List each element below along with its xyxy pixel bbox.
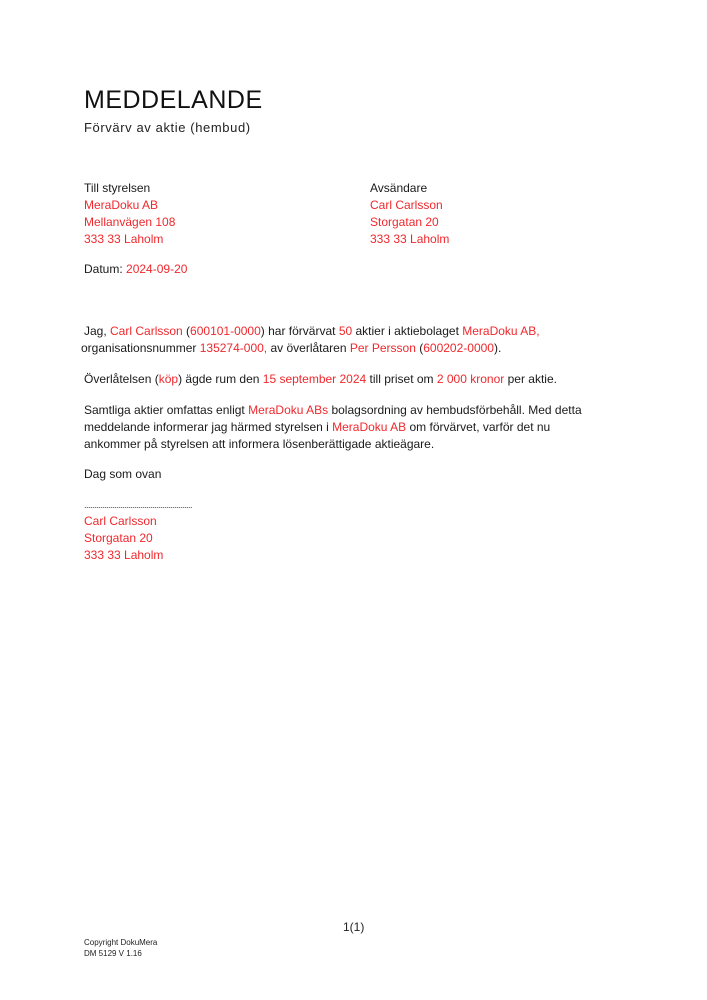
paragraph-pre-emption (84, 402, 609, 453)
text: organisationsnummer (81, 341, 200, 355)
signature-block (84, 513, 163, 564)
recipient-label: Till styrelsen (84, 181, 151, 195)
paragraph-acquisition (81, 323, 624, 357)
share-count: 50 (338, 324, 353, 338)
company-possessive: MeraDoku ABs (248, 403, 329, 417)
text: per aktie. (504, 372, 557, 386)
recipient-city: 333 33 Laholm (84, 232, 164, 246)
document-title: MEDDELANDE (84, 86, 263, 114)
org-number: 135274-000, (199, 341, 268, 355)
signature-line: ...................................................... (84, 500, 193, 510)
transfer-type: köp (158, 372, 179, 386)
buyer-id: 600101-0000 (190, 324, 261, 338)
footer (84, 937, 157, 959)
recipient-address (84, 180, 175, 248)
transfer-date: 15 september 2024 (262, 372, 367, 386)
text: ) ägde rum den (178, 372, 263, 386)
text: ( (182, 324, 191, 338)
text: till priset om (366, 372, 437, 386)
sender-city: 333 33 Laholm (370, 232, 450, 246)
signature-name: Carl Carlsson (84, 514, 157, 528)
text: ( (415, 341, 424, 355)
signature-city: 333 33 Laholm (84, 548, 164, 562)
text: om förvärvet, varför det nu ankommer på styrelsen att informera lösenberättigade aktieägare. (84, 420, 551, 451)
seller-name: Per Persson (349, 341, 416, 355)
text: av överlåtaren (267, 341, 350, 355)
company-name: MeraDoku AB, (462, 324, 540, 338)
date-value: 2024-09-20 (126, 262, 188, 276)
text: bolagsordning av hembudsförbehåll. Med detta meddelande informerar jag härmed styrelsen i (84, 403, 582, 434)
footer-copyright: Copyright DokuMera (84, 938, 158, 947)
date-line (84, 261, 187, 278)
text: Jag, (84, 324, 111, 338)
sender-label: Avsändare (370, 181, 428, 195)
closing-text: Dag som ovan (84, 467, 162, 481)
footer-version: DM 5129 V 1.16 (84, 949, 142, 958)
recipient-street: Mellanvägen 108 (84, 215, 176, 229)
text: aktier i aktiebolaget (352, 324, 463, 338)
signature-street: Storgatan 20 (84, 531, 153, 545)
sender-address (370, 180, 449, 248)
text: Samtliga aktier omfattas enligt (84, 403, 249, 417)
text: ) har förvärvat (260, 324, 339, 338)
buyer-name: Carl Carlsson (110, 324, 183, 338)
sender-name: Carl Carlsson (370, 198, 443, 212)
sender-street: Storgatan 20 (370, 215, 439, 229)
seller-id: 600202-0000 (423, 341, 494, 355)
date-label: Datum: (84, 262, 123, 276)
recipient-name: MeraDoku AB (84, 198, 159, 212)
company-name: MeraDoku AB (332, 420, 407, 434)
share-price: 2 000 kronor (436, 372, 505, 386)
page-number: 1(1) (343, 920, 365, 934)
text: Överlåtelsen ( (84, 372, 159, 386)
document-subtitle: Förvärv av aktie (hembud) (84, 120, 251, 135)
paragraph-transfer (84, 371, 624, 388)
text: ). (493, 341, 502, 355)
